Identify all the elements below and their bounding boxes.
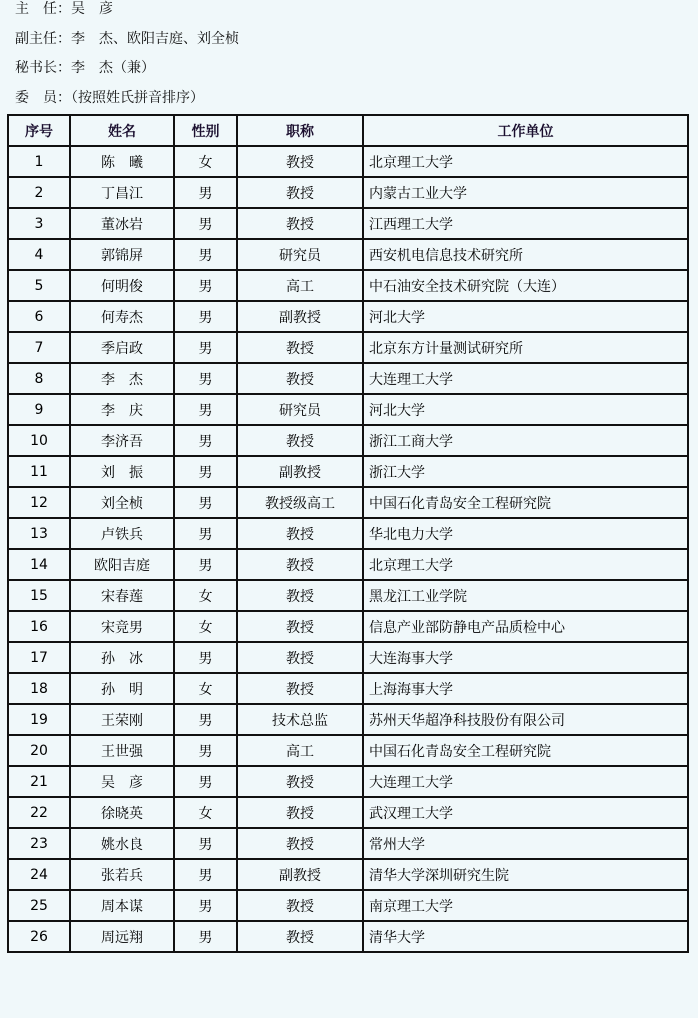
table-row [8, 425, 688, 456]
cell-gender: 男 [174, 456, 237, 487]
cell-title: 研究员 [237, 394, 363, 425]
cell-title: 教授 [237, 363, 363, 394]
cell-name: 宋春莲 [70, 580, 174, 611]
cell-title: 教授 [237, 146, 363, 177]
cell-title: 教授 [237, 425, 363, 456]
cell-name: 陈 曦 [70, 146, 174, 177]
cell-organization: 中国石化青岛安全工程研究院 [363, 487, 688, 518]
cell-name: 孙 冰 [70, 642, 174, 673]
cell-organization: 江西理工大学 [363, 208, 688, 239]
members-table [7, 114, 689, 953]
cell-name: 李 杰 [70, 363, 174, 394]
cell-title: 教授 [237, 177, 363, 208]
cell-name: 董冰岩 [70, 208, 174, 239]
cell-name: 刘全桢 [70, 487, 174, 518]
table-row [8, 487, 688, 518]
cell-name: 孙 明 [70, 673, 174, 704]
cell-title: 高工 [237, 270, 363, 301]
table-header-row [8, 115, 688, 146]
cell-organization: 中国石化青岛安全工程研究院 [363, 735, 688, 766]
cell-title: 副教授 [237, 456, 363, 487]
cell-gender: 男 [174, 487, 237, 518]
table-row [8, 363, 688, 394]
cell-organization: 中石油安全技术研究院（大连） [363, 270, 688, 301]
deputy-directors-line: 副主任：李 杰、欧阳吉庭、刘全桢 [15, 30, 239, 47]
cell-title: 副教授 [237, 859, 363, 890]
cell-no: 8 [8, 363, 70, 394]
cell-organization: 北京东方计量测试研究所 [363, 332, 688, 363]
table-row [8, 549, 688, 580]
cell-no: 25 [8, 890, 70, 921]
cell-organization: 清华大学深圳研究生院 [363, 859, 688, 890]
cell-title: 教授 [237, 766, 363, 797]
cell-no: 10 [8, 425, 70, 456]
cell-organization: 武汉理工大学 [363, 797, 688, 828]
table-row [8, 921, 688, 952]
cell-gender: 男 [174, 394, 237, 425]
header-name: 姓名 [70, 115, 174, 146]
cell-title: 教授 [237, 518, 363, 549]
cell-no: 5 [8, 270, 70, 301]
table-row [8, 735, 688, 766]
table-row [8, 859, 688, 890]
cell-organization: 黑龙江工业学院 [363, 580, 688, 611]
cell-gender: 女 [174, 673, 237, 704]
cell-name: 刘 振 [70, 456, 174, 487]
cell-organization: 信息产业部防静电产品质检中心 [363, 611, 688, 642]
cell-gender: 女 [174, 797, 237, 828]
cell-name: 宋竞男 [70, 611, 174, 642]
table-row [8, 766, 688, 797]
cell-gender: 男 [174, 177, 237, 208]
table-row [8, 642, 688, 673]
cell-no: 21 [8, 766, 70, 797]
cell-title: 教授 [237, 673, 363, 704]
cell-title: 教授 [237, 797, 363, 828]
cell-title: 教授 [237, 208, 363, 239]
cell-gender: 男 [174, 549, 237, 580]
cell-gender: 男 [174, 518, 237, 549]
cell-no: 11 [8, 456, 70, 487]
table-row [8, 177, 688, 208]
cell-gender: 女 [174, 146, 237, 177]
cell-no: 18 [8, 673, 70, 704]
cell-title: 研究员 [237, 239, 363, 270]
cell-title: 教授级高工 [237, 487, 363, 518]
cell-gender: 男 [174, 890, 237, 921]
cell-name: 丁昌江 [70, 177, 174, 208]
cell-title: 教授 [237, 332, 363, 363]
cell-gender: 男 [174, 208, 237, 239]
cell-no: 3 [8, 208, 70, 239]
cell-organization: 内蒙古工业大学 [363, 177, 688, 208]
table-row [8, 332, 688, 363]
cell-no: 19 [8, 704, 70, 735]
table-row [8, 611, 688, 642]
cell-gender: 男 [174, 270, 237, 301]
cell-title: 高工 [237, 735, 363, 766]
cell-name: 李 庆 [70, 394, 174, 425]
cell-no: 22 [8, 797, 70, 828]
cell-no: 23 [8, 828, 70, 859]
table-row [8, 673, 688, 704]
table-row [8, 239, 688, 270]
cell-name: 王世强 [70, 735, 174, 766]
cell-organization: 常州大学 [363, 828, 688, 859]
table-row [8, 208, 688, 239]
header-title: 职称 [237, 115, 363, 146]
cell-gender: 男 [174, 828, 237, 859]
header-organization: 工作单位 [363, 115, 688, 146]
header-no: 序号 [8, 115, 70, 146]
cell-organization: 清华大学 [363, 921, 688, 952]
cell-name: 徐晓英 [70, 797, 174, 828]
cell-gender: 男 [174, 332, 237, 363]
cell-title: 教授 [237, 642, 363, 673]
cell-gender: 男 [174, 425, 237, 456]
cell-no: 20 [8, 735, 70, 766]
cell-no: 4 [8, 239, 70, 270]
cell-organization: 河北大学 [363, 394, 688, 425]
cell-name: 卢铁兵 [70, 518, 174, 549]
cell-no: 7 [8, 332, 70, 363]
cell-name: 何寿杰 [70, 301, 174, 332]
cell-no: 16 [8, 611, 70, 642]
cell-name: 吴 彦 [70, 766, 174, 797]
cell-gender: 女 [174, 611, 237, 642]
cell-gender: 男 [174, 735, 237, 766]
cell-no: 1 [8, 146, 70, 177]
table-row [8, 456, 688, 487]
secretary-general-line: 秘书长：李 杰（兼） [15, 60, 155, 76]
cell-title: 副教授 [237, 301, 363, 332]
cell-organization: 西安机电信息技术研究所 [363, 239, 688, 270]
cell-organization: 南京理工大学 [363, 890, 688, 921]
cell-no: 17 [8, 642, 70, 673]
table-row [8, 270, 688, 301]
cell-organization: 浙江大学 [363, 456, 688, 487]
cell-name: 李济吾 [70, 425, 174, 456]
cell-organization: 大连理工大学 [363, 363, 688, 394]
cell-gender: 男 [174, 301, 237, 332]
cell-no: 24 [8, 859, 70, 890]
cell-gender: 男 [174, 859, 237, 890]
cell-organization: 大连理工大学 [363, 766, 688, 797]
cell-title: 教授 [237, 921, 363, 952]
cell-name: 张若兵 [70, 859, 174, 890]
members-line: 委 员：（按照姓氏拼音排序） [15, 89, 204, 106]
cell-gender: 男 [174, 642, 237, 673]
cell-organization: 北京理工大学 [363, 146, 688, 177]
cell-title: 教授 [237, 890, 363, 921]
cell-name: 欧阳吉庭 [70, 549, 174, 580]
director-line: 主 任：吴 彦 [15, 1, 113, 17]
cell-name: 周远翔 [70, 921, 174, 952]
committee-intro [15, 0, 695, 118]
cell-title: 教授 [237, 580, 363, 611]
cell-organization: 苏州天华超净科技股份有限公司 [363, 704, 688, 735]
cell-organization: 华北电力大学 [363, 518, 688, 549]
cell-gender: 男 [174, 239, 237, 270]
cell-no: 14 [8, 549, 70, 580]
cell-title: 教授 [237, 611, 363, 642]
table-row [8, 797, 688, 828]
table-row [8, 828, 688, 859]
cell-title: 教授 [237, 828, 363, 859]
table-row [8, 301, 688, 332]
cell-no: 9 [8, 394, 70, 425]
cell-name: 郭锦屏 [70, 239, 174, 270]
table-body [8, 146, 688, 952]
cell-title: 教授 [237, 549, 363, 580]
cell-no: 13 [8, 518, 70, 549]
cell-title: 技术总监 [237, 704, 363, 735]
cell-organization: 浙江工商大学 [363, 425, 688, 456]
cell-organization: 北京理工大学 [363, 549, 688, 580]
cell-organization: 上海海事大学 [363, 673, 688, 704]
cell-organization: 大连海事大学 [363, 642, 688, 673]
cell-no: 26 [8, 921, 70, 952]
table-row [8, 580, 688, 611]
table-row [8, 394, 688, 425]
cell-no: 15 [8, 580, 70, 611]
header-gender: 性别 [174, 115, 237, 146]
cell-no: 6 [8, 301, 70, 332]
cell-organization: 河北大学 [363, 301, 688, 332]
cell-gender: 男 [174, 766, 237, 797]
table-row [8, 146, 688, 177]
cell-gender: 男 [174, 704, 237, 735]
cell-gender: 男 [174, 363, 237, 394]
cell-gender: 男 [174, 921, 237, 952]
cell-name: 姚水良 [70, 828, 174, 859]
cell-name: 王荣刚 [70, 704, 174, 735]
cell-name: 何明俊 [70, 270, 174, 301]
table-row [8, 890, 688, 921]
cell-no: 2 [8, 177, 70, 208]
table-row [8, 704, 688, 735]
table-row [8, 518, 688, 549]
cell-gender: 女 [174, 580, 237, 611]
cell-no: 12 [8, 487, 70, 518]
cell-name: 季启政 [70, 332, 174, 363]
cell-name: 周本谋 [70, 890, 174, 921]
